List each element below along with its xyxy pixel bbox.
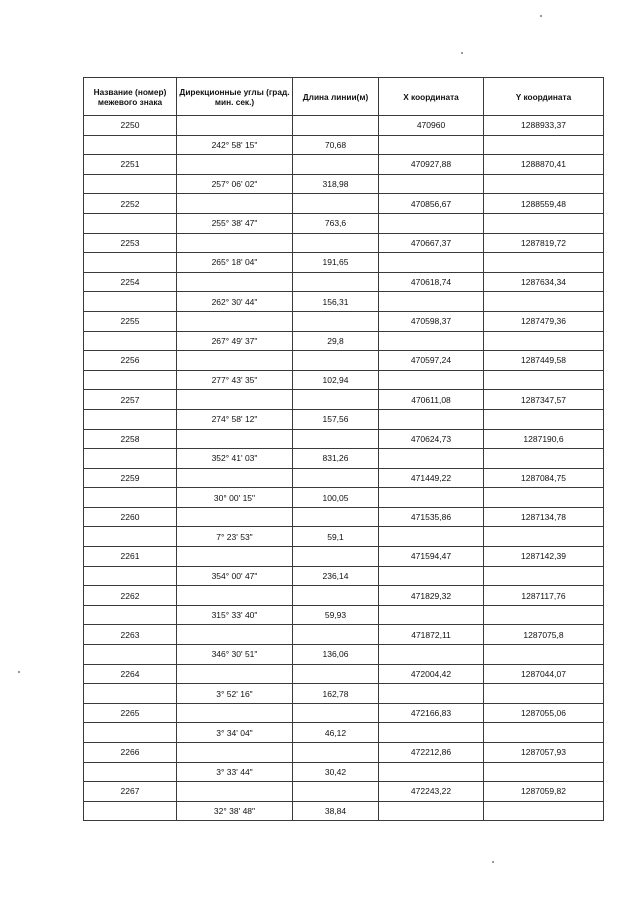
- length-cell: [293, 311, 379, 331]
- point-row: [84, 586, 604, 606]
- point-name-cell: 2264: [84, 664, 177, 684]
- y-coordinate-cell: [484, 488, 604, 508]
- x-coordinate-cell: 470597,24: [379, 351, 484, 371]
- y-coordinate-cell: 1287044,07: [484, 664, 604, 684]
- length-cell: 156,31: [293, 292, 379, 312]
- length-cell: [293, 116, 379, 136]
- point-row: [84, 272, 604, 292]
- angle-cell: [177, 703, 293, 723]
- point-name-cell: 2267: [84, 782, 177, 802]
- angle-cell: 315° 33' 40": [177, 605, 293, 625]
- x-coordinate-cell: 471594,47: [379, 547, 484, 567]
- point-name-cell: [84, 213, 177, 233]
- y-coordinate-cell: 1287134,78: [484, 507, 604, 527]
- y-coordinate-cell: 1287449,58: [484, 351, 604, 371]
- boundary-coordinates-table: [83, 77, 604, 821]
- y-coordinate-cell: [484, 645, 604, 665]
- x-coordinate-cell: [379, 409, 484, 429]
- angle-cell: 242° 58' 15": [177, 135, 293, 155]
- y-coordinate-cell: 1287055,06: [484, 703, 604, 723]
- segment-row: [84, 135, 604, 155]
- point-row: [84, 743, 604, 763]
- segment-row: [84, 762, 604, 782]
- angle-cell: [177, 782, 293, 802]
- x-coordinate-cell: 470611,08: [379, 390, 484, 410]
- angle-cell: 30° 00' 15": [177, 488, 293, 508]
- y-coordinate-cell: 1287142,39: [484, 547, 604, 567]
- x-coordinate-cell: 471829,32: [379, 586, 484, 606]
- angle-cell: [177, 664, 293, 684]
- length-cell: 136,06: [293, 645, 379, 665]
- angle-cell: 346° 30' 51": [177, 645, 293, 665]
- header-directional-angle: Дирекционные углы (град. мин. сек.): [177, 78, 293, 116]
- length-cell: 30,42: [293, 762, 379, 782]
- point-row: [84, 625, 604, 645]
- point-name-cell: [84, 174, 177, 194]
- angle-cell: [177, 233, 293, 253]
- length-cell: [293, 468, 379, 488]
- segment-row: [84, 449, 604, 469]
- point-name-cell: 2260: [84, 507, 177, 527]
- x-coordinate-cell: 472243,22: [379, 782, 484, 802]
- point-row: [84, 311, 604, 331]
- length-cell: [293, 703, 379, 723]
- point-name-cell: 2253: [84, 233, 177, 253]
- length-cell: [293, 155, 379, 175]
- x-coordinate-cell: 470598,37: [379, 311, 484, 331]
- angle-cell: 3° 33' 44": [177, 762, 293, 782]
- y-coordinate-cell: 1288933,37: [484, 116, 604, 136]
- y-coordinate-cell: [484, 449, 604, 469]
- point-name-cell: [84, 488, 177, 508]
- y-coordinate-cell: 1287190,6: [484, 429, 604, 449]
- segment-row: [84, 174, 604, 194]
- angle-cell: 262° 30' 44": [177, 292, 293, 312]
- length-cell: [293, 507, 379, 527]
- angle-cell: [177, 743, 293, 763]
- point-name-cell: 2251: [84, 155, 177, 175]
- angle-cell: 274° 58' 12": [177, 409, 293, 429]
- y-coordinate-cell: 1287347,57: [484, 390, 604, 410]
- y-coordinate-cell: [484, 762, 604, 782]
- segment-row: [84, 645, 604, 665]
- point-name-cell: [84, 331, 177, 351]
- point-name-cell: 2255: [84, 311, 177, 331]
- segment-row: [84, 684, 604, 704]
- point-row: [84, 351, 604, 371]
- y-coordinate-cell: [484, 213, 604, 233]
- header-y-coordinate: Y координата: [484, 78, 604, 116]
- angle-cell: [177, 507, 293, 527]
- point-row: [84, 194, 604, 214]
- point-name-cell: 2259: [84, 468, 177, 488]
- segment-row: [84, 566, 604, 586]
- angle-cell: 32° 38' 48": [177, 801, 293, 821]
- point-row: [84, 507, 604, 527]
- point-name-cell: [84, 645, 177, 665]
- angle-cell: 277° 43' 35": [177, 370, 293, 390]
- length-cell: 236,14: [293, 566, 379, 586]
- point-name-cell: [84, 370, 177, 390]
- x-coordinate-cell: [379, 488, 484, 508]
- x-coordinate-cell: [379, 527, 484, 547]
- y-coordinate-cell: [484, 605, 604, 625]
- angle-cell: 352° 41' 03": [177, 449, 293, 469]
- angle-cell: [177, 429, 293, 449]
- point-row: [84, 703, 604, 723]
- table-body: [84, 116, 604, 821]
- segment-row: [84, 488, 604, 508]
- angle-cell: [177, 547, 293, 567]
- y-coordinate-cell: [484, 566, 604, 586]
- x-coordinate-cell: [379, 135, 484, 155]
- point-name-cell: [84, 566, 177, 586]
- y-coordinate-cell: [484, 409, 604, 429]
- segment-row: [84, 723, 604, 743]
- angle-cell: 354° 00' 47": [177, 566, 293, 586]
- x-coordinate-cell: [379, 605, 484, 625]
- point-name-cell: 2258: [84, 429, 177, 449]
- length-cell: [293, 429, 379, 449]
- scan-speck: [18, 671, 20, 673]
- angle-cell: [177, 586, 293, 606]
- length-cell: 38,84: [293, 801, 379, 821]
- x-coordinate-cell: [379, 370, 484, 390]
- point-name-cell: 2265: [84, 703, 177, 723]
- y-coordinate-cell: [484, 801, 604, 821]
- y-coordinate-cell: 1287059,82: [484, 782, 604, 802]
- x-coordinate-cell: 471535,86: [379, 507, 484, 527]
- point-name-cell: 2257: [84, 390, 177, 410]
- segment-row: [84, 409, 604, 429]
- length-cell: 831,26: [293, 449, 379, 469]
- point-row: [84, 782, 604, 802]
- y-coordinate-cell: [484, 370, 604, 390]
- point-name-cell: 2252: [84, 194, 177, 214]
- x-coordinate-cell: [379, 253, 484, 273]
- y-coordinate-cell: [484, 331, 604, 351]
- point-row: [84, 233, 604, 253]
- x-coordinate-cell: [379, 566, 484, 586]
- header-line-length: Длина линии(м): [293, 78, 379, 116]
- y-coordinate-cell: 1288870,41: [484, 155, 604, 175]
- x-coordinate-cell: 470856,67: [379, 194, 484, 214]
- point-name-cell: [84, 801, 177, 821]
- angle-cell: 267° 49' 37": [177, 331, 293, 351]
- point-row: [84, 390, 604, 410]
- angle-cell: [177, 272, 293, 292]
- header-point-name: Название (номер) межевого знака: [84, 78, 177, 116]
- point-row: [84, 468, 604, 488]
- y-coordinate-cell: 1288559,48: [484, 194, 604, 214]
- point-name-cell: [84, 684, 177, 704]
- x-coordinate-cell: [379, 174, 484, 194]
- angle-cell: [177, 194, 293, 214]
- length-cell: 157,56: [293, 409, 379, 429]
- y-coordinate-cell: 1287819,72: [484, 233, 604, 253]
- scan-speck: [540, 15, 542, 17]
- y-coordinate-cell: 1287634,34: [484, 272, 604, 292]
- point-name-cell: [84, 605, 177, 625]
- point-name-cell: [84, 762, 177, 782]
- point-name-cell: 2263: [84, 625, 177, 645]
- x-coordinate-cell: 470927,88: [379, 155, 484, 175]
- point-row: [84, 116, 604, 136]
- segment-row: [84, 370, 604, 390]
- y-coordinate-cell: [484, 253, 604, 273]
- segment-row: [84, 253, 604, 273]
- angle-cell: 3° 52' 16": [177, 684, 293, 704]
- length-cell: 191,65: [293, 253, 379, 273]
- x-coordinate-cell: 472004,42: [379, 664, 484, 684]
- length-cell: [293, 625, 379, 645]
- angle-cell: [177, 390, 293, 410]
- point-row: [84, 429, 604, 449]
- length-cell: [293, 743, 379, 763]
- angle-cell: 257° 06' 02": [177, 174, 293, 194]
- length-cell: [293, 194, 379, 214]
- x-coordinate-cell: 470667,37: [379, 233, 484, 253]
- angle-cell: 255° 38' 47": [177, 213, 293, 233]
- x-coordinate-cell: [379, 449, 484, 469]
- length-cell: [293, 351, 379, 371]
- point-name-cell: [84, 527, 177, 547]
- length-cell: [293, 547, 379, 567]
- point-name-cell: [84, 135, 177, 155]
- x-coordinate-cell: [379, 645, 484, 665]
- length-cell: 59,1: [293, 527, 379, 547]
- y-coordinate-cell: [484, 135, 604, 155]
- y-coordinate-cell: 1287075,8: [484, 625, 604, 645]
- y-coordinate-cell: 1287117,76: [484, 586, 604, 606]
- length-cell: [293, 664, 379, 684]
- angle-cell: 3° 34' 04": [177, 723, 293, 743]
- x-coordinate-cell: 472166,83: [379, 703, 484, 723]
- y-coordinate-cell: [484, 527, 604, 547]
- x-coordinate-cell: 471449,22: [379, 468, 484, 488]
- segment-row: [84, 605, 604, 625]
- segment-row: [84, 213, 604, 233]
- header-x-coordinate: X координата: [379, 78, 484, 116]
- y-coordinate-cell: [484, 723, 604, 743]
- x-coordinate-cell: [379, 801, 484, 821]
- angle-cell: [177, 468, 293, 488]
- x-coordinate-cell: 470624,73: [379, 429, 484, 449]
- x-coordinate-cell: 470960: [379, 116, 484, 136]
- length-cell: [293, 586, 379, 606]
- angle-cell: 265° 18' 04": [177, 253, 293, 273]
- angle-cell: [177, 116, 293, 136]
- y-coordinate-cell: 1287084,75: [484, 468, 604, 488]
- point-name-cell: [84, 409, 177, 429]
- length-cell: 162,78: [293, 684, 379, 704]
- y-coordinate-cell: 1287057,93: [484, 743, 604, 763]
- angle-cell: [177, 155, 293, 175]
- point-name-cell: [84, 449, 177, 469]
- x-coordinate-cell: 470618,74: [379, 272, 484, 292]
- y-coordinate-cell: [484, 684, 604, 704]
- x-coordinate-cell: 471872,11: [379, 625, 484, 645]
- x-coordinate-cell: 472212,86: [379, 743, 484, 763]
- length-cell: 29,8: [293, 331, 379, 351]
- point-row: [84, 664, 604, 684]
- y-coordinate-cell: 1287479,36: [484, 311, 604, 331]
- header-row: [84, 78, 604, 116]
- angle-cell: [177, 351, 293, 371]
- point-name-cell: 2250: [84, 116, 177, 136]
- point-name-cell: [84, 723, 177, 743]
- x-coordinate-cell: [379, 684, 484, 704]
- point-name-cell: 2261: [84, 547, 177, 567]
- length-cell: [293, 272, 379, 292]
- length-cell: [293, 390, 379, 410]
- y-coordinate-cell: [484, 292, 604, 312]
- length-cell: 70,68: [293, 135, 379, 155]
- length-cell: 102,94: [293, 370, 379, 390]
- x-coordinate-cell: [379, 762, 484, 782]
- segment-row: [84, 292, 604, 312]
- point-name-cell: [84, 292, 177, 312]
- point-name-cell: [84, 253, 177, 273]
- length-cell: 59,93: [293, 605, 379, 625]
- segment-row: [84, 331, 604, 351]
- y-coordinate-cell: [484, 174, 604, 194]
- point-name-cell: 2262: [84, 586, 177, 606]
- segment-row: [84, 527, 604, 547]
- x-coordinate-cell: [379, 292, 484, 312]
- scan-speck: [461, 52, 463, 54]
- point-name-cell: 2266: [84, 743, 177, 763]
- length-cell: [293, 782, 379, 802]
- length-cell: 763,6: [293, 213, 379, 233]
- angle-cell: [177, 311, 293, 331]
- point-name-cell: 2254: [84, 272, 177, 292]
- scan-speck: [492, 861, 494, 863]
- point-row: [84, 547, 604, 567]
- length-cell: 100,05: [293, 488, 379, 508]
- x-coordinate-cell: [379, 723, 484, 743]
- segment-row: [84, 801, 604, 821]
- length-cell: 318,98: [293, 174, 379, 194]
- point-row: [84, 155, 604, 175]
- length-cell: 46,12: [293, 723, 379, 743]
- angle-cell: 7° 23' 53": [177, 527, 293, 547]
- length-cell: [293, 233, 379, 253]
- x-coordinate-cell: [379, 331, 484, 351]
- x-coordinate-cell: [379, 213, 484, 233]
- point-name-cell: 2256: [84, 351, 177, 371]
- angle-cell: [177, 625, 293, 645]
